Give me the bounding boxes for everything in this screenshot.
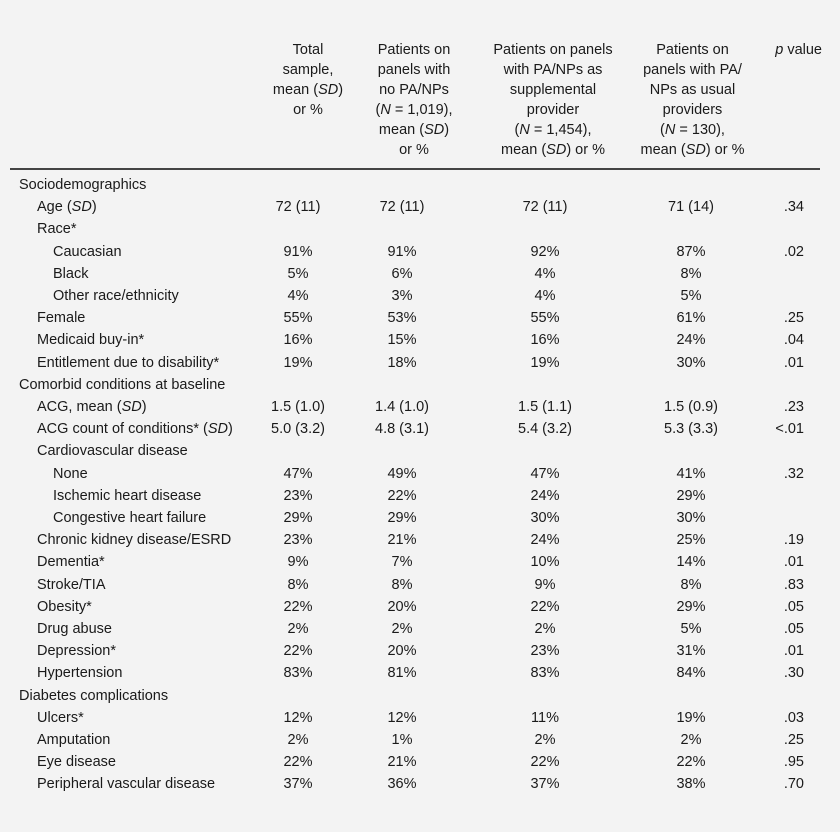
row-value-col4: 14%	[676, 554, 706, 571]
row-p-value: .70	[783, 776, 804, 793]
row-value-col2: 18%	[387, 354, 417, 371]
row-p-value: .02	[783, 243, 804, 260]
row-value-col1: 12%	[283, 709, 313, 726]
row-label: Ulcers*	[37, 709, 84, 726]
table-row	[0, 662, 840, 684]
row-value-col2: 53%	[387, 310, 417, 327]
table-row	[0, 507, 840, 529]
row-value-col3: 47%	[530, 465, 560, 482]
table-row	[0, 685, 840, 707]
row-value-col3: 5.4 (3.2)	[518, 421, 572, 438]
row-p-value: .25	[783, 732, 804, 748]
row-value-col2: 1.4 (1.0)	[375, 399, 429, 415]
row-value-col1: 83%	[283, 665, 313, 682]
row-value-col3: 22%	[530, 754, 560, 771]
row-label: Obesity*	[37, 598, 92, 615]
row-value-col1: 72 (11)	[275, 199, 321, 216]
table-row	[0, 729, 840, 751]
row-value-col2: 20%	[387, 598, 417, 615]
row-label: Congestive heart failure	[53, 510, 207, 526]
row-value-col4: 5.3 (3.3)	[664, 421, 718, 438]
row-value-col2: 6%	[391, 265, 413, 282]
header-pa-np-supplemental: Patients on panels with PA/NPs as supplemental provider (N = 1,454), mean (SD) or %	[493, 42, 613, 158]
table-row	[0, 329, 840, 351]
row-value-col3: 24%	[530, 487, 560, 504]
table-row	[0, 529, 840, 551]
header-rule	[10, 168, 820, 170]
row-p-value: .01	[783, 643, 804, 660]
row-value-col2: 15%	[387, 332, 417, 349]
table-row	[0, 218, 840, 240]
row-value-col1: 8%	[287, 576, 309, 593]
table-row	[0, 396, 840, 418]
row-value-col3: 92%	[530, 243, 560, 260]
row-value-col1: 22%	[283, 598, 313, 615]
row-value-col4: 29%	[676, 598, 706, 615]
row-value-col1: 16%	[283, 332, 313, 349]
row-value-col2: 3%	[391, 288, 413, 304]
row-label: Comorbid conditions at baseline	[19, 376, 226, 393]
row-value-col1: 37%	[283, 776, 313, 793]
row-label: Hypertension	[37, 665, 123, 682]
row-value-col3: 2%	[534, 732, 556, 748]
row-value-col2: 2%	[391, 621, 413, 637]
row-value-col4: 5%	[680, 621, 702, 637]
row-label: None	[53, 465, 88, 482]
row-p-value: .01	[783, 354, 804, 371]
row-value-col1: 22%	[283, 643, 313, 660]
table-row	[0, 463, 840, 485]
row-label: Drug abuse	[37, 621, 112, 637]
row-value-col2: 22%	[387, 487, 417, 504]
row-label: Amputation	[37, 732, 111, 748]
row-value-col3: 37%	[530, 776, 560, 793]
row-label: Other race/ethnicity	[53, 288, 179, 304]
row-value-col2: 29%	[387, 510, 417, 526]
table-row	[0, 307, 840, 329]
table-row	[0, 440, 840, 462]
row-label: Chronic kidney disease/ESRD	[37, 532, 232, 549]
row-value-col2: 21%	[387, 532, 417, 549]
row-value-col3: 10%	[530, 554, 560, 571]
row-value-col1: 23%	[283, 532, 313, 549]
row-value-col4: 22%	[676, 754, 706, 771]
row-p-value: .03	[783, 709, 804, 726]
row-value-col3: 83%	[530, 665, 560, 682]
row-value-col4: 2%	[680, 732, 702, 748]
table-row	[0, 418, 840, 440]
row-value-col4: 87%	[676, 243, 706, 260]
row-p-value: .01	[783, 554, 804, 571]
table-row	[0, 374, 840, 396]
row-value-col3: 72 (11)	[522, 199, 568, 216]
row-value-col4: 61%	[676, 310, 706, 327]
row-label: Black	[53, 265, 89, 282]
row-value-col1: 9%	[287, 554, 309, 571]
row-value-col2: 72 (11)	[379, 199, 425, 216]
row-label: Female	[37, 310, 86, 327]
row-p-value: .83	[783, 576, 804, 593]
row-p-value: .95	[783, 754, 804, 771]
row-p-value: .04	[783, 332, 804, 349]
row-label: Sociodemographics	[19, 177, 147, 193]
row-label: Stroke/TIA	[37, 576, 106, 593]
row-label: ACG, mean (SD)	[37, 399, 147, 415]
row-label: Race*	[37, 221, 77, 238]
row-value-col3: 19%	[530, 354, 560, 371]
row-p-value: .30	[783, 665, 804, 682]
row-value-col3: 24%	[530, 532, 560, 549]
table-row	[0, 241, 840, 263]
row-value-col3: 23%	[530, 643, 560, 660]
row-value-col4: 25%	[676, 532, 706, 549]
table-row	[0, 751, 840, 773]
row-value-col3: 30%	[530, 510, 560, 526]
row-value-col1: 55%	[283, 310, 313, 327]
row-value-col1: 4%	[287, 288, 309, 304]
table-row	[0, 196, 840, 218]
row-value-col2: 91%	[387, 243, 417, 260]
header-p-value: p value	[775, 42, 822, 58]
row-value-col1: 19%	[283, 354, 313, 371]
header-pa-np-usual: Patients on panels with PA/ NPs as usual providers (N = 130), mean (SD) or %	[640, 42, 745, 158]
table-row	[0, 285, 840, 307]
row-value-col4: 30%	[676, 354, 706, 371]
row-value-col2: 36%	[387, 776, 417, 793]
table-row	[0, 574, 840, 596]
row-value-col4: 71 (14)	[668, 199, 714, 216]
row-label: Eye disease	[37, 754, 116, 771]
row-p-value: .05	[783, 598, 804, 615]
row-label: Age (SD)	[37, 199, 97, 216]
row-value-col3: 4%	[534, 288, 556, 304]
row-value-col2: 1%	[391, 732, 413, 748]
row-label: Entitlement due to disability*	[37, 354, 220, 371]
row-value-col1: 47%	[283, 465, 313, 482]
table-row	[0, 352, 840, 374]
row-value-col1: 5.0 (3.2)	[271, 421, 325, 438]
row-value-col4: 19%	[676, 709, 706, 726]
row-label: Peripheral vascular disease	[37, 776, 216, 793]
row-p-value: .23	[783, 399, 804, 415]
row-label: Dementia*	[37, 554, 105, 571]
row-value-col3: 1.5 (1.1)	[518, 399, 572, 415]
table-row	[0, 485, 840, 507]
row-label: Depression*	[37, 643, 116, 660]
row-value-col2: 12%	[387, 709, 417, 726]
table-row	[0, 773, 840, 795]
table-row	[0, 596, 840, 618]
row-value-col1: 2%	[287, 621, 309, 637]
table-row	[0, 174, 840, 196]
row-label: Caucasian	[53, 243, 122, 260]
row-value-col2: 81%	[387, 665, 417, 682]
row-label: Ischemic heart disease	[53, 487, 202, 504]
header-no-pa-np: Patients on panels with no PA/NPs (N = 1,019), mean (SD) or %	[375, 42, 453, 158]
row-value-col4: 5%	[680, 288, 702, 304]
row-value-col4: 31%	[676, 643, 706, 660]
row-value-col4: 84%	[676, 665, 706, 682]
row-value-col2: 8%	[391, 576, 413, 593]
row-value-col4: 29%	[676, 487, 706, 504]
header-total-sample: Total sample, mean (SD) or %	[272, 42, 344, 118]
table-row	[0, 263, 840, 285]
row-p-value: .32	[783, 465, 804, 482]
row-label: ACG count of conditions* (SD)	[37, 421, 233, 438]
row-value-col1: 1.5 (1.0)	[271, 399, 325, 415]
table-row	[0, 618, 840, 640]
row-value-col2: 7%	[391, 554, 413, 571]
row-p-value: <.01	[775, 421, 804, 438]
row-value-col4: 38%	[676, 776, 706, 793]
row-value-col1: 91%	[283, 243, 313, 260]
row-p-value: .34	[783, 199, 804, 216]
row-value-col4: 30%	[676, 510, 706, 526]
row-value-col2: 21%	[387, 754, 417, 771]
row-value-col1: 29%	[283, 510, 313, 526]
row-value-col4: 41%	[676, 465, 706, 482]
row-value-col3: 22%	[530, 598, 560, 615]
row-value-col4: 8%	[680, 576, 702, 593]
row-p-value: .05	[783, 621, 804, 637]
row-value-col3: 4%	[534, 265, 556, 282]
table-row	[0, 640, 840, 662]
row-p-value: .25	[783, 310, 804, 327]
row-value-col1: 23%	[283, 487, 313, 504]
row-value-col3: 2%	[534, 621, 556, 637]
row-value-col3: 16%	[530, 332, 560, 349]
row-label: Cardiovascular disease	[37, 443, 188, 460]
row-value-col4: 8%	[680, 265, 702, 282]
row-value-col2: 49%	[387, 465, 417, 482]
row-value-col2: 4.8 (3.1)	[375, 421, 429, 438]
row-value-col4: 1.5 (0.9)	[664, 399, 718, 415]
row-label: Diabetes complications	[19, 687, 169, 704]
row-value-col1: 2%	[287, 732, 309, 748]
table-row	[0, 707, 840, 729]
row-value-col3: 11%	[531, 709, 559, 726]
row-value-col1: 5%	[287, 265, 309, 282]
row-value-col1: 22%	[283, 754, 313, 771]
row-value-col2: 20%	[387, 643, 417, 660]
table-row	[0, 551, 840, 573]
row-value-col3: 55%	[530, 310, 560, 327]
row-value-col4: 24%	[676, 332, 706, 349]
row-p-value: .19	[783, 532, 804, 549]
row-label: Medicaid buy-in*	[37, 332, 145, 349]
row-value-col3: 9%	[534, 576, 556, 593]
